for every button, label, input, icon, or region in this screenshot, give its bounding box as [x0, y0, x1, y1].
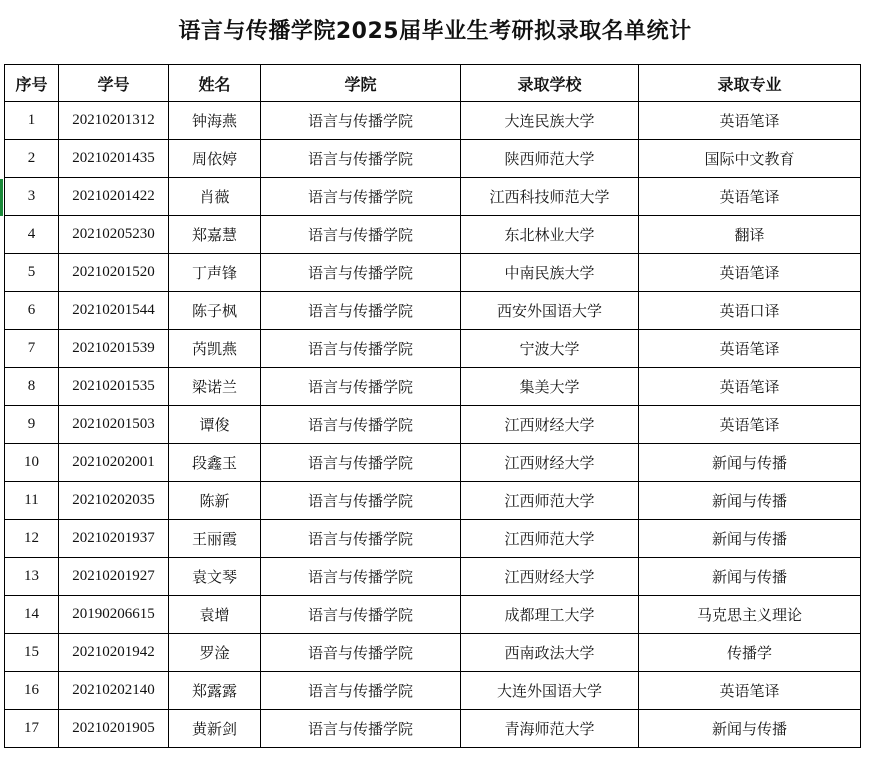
- cell-name[interactable]: 袁增: [169, 596, 261, 634]
- cell-admitting-school[interactable]: 大连外国语大学: [461, 672, 639, 710]
- cell-student-id[interactable]: 20210201927: [59, 558, 169, 596]
- cell-college[interactable]: 语言与传播学院: [261, 672, 461, 710]
- cell-admitting-school[interactable]: 陕西师范大学: [461, 140, 639, 178]
- table-row: [5, 710, 861, 748]
- cell-name[interactable]: 周依婷: [169, 140, 261, 178]
- cell-admitting-school[interactable]: 西安外国语大学: [461, 292, 639, 330]
- cell-student-id[interactable]: 20210201312: [59, 102, 169, 140]
- cell-admitted-major[interactable]: 英语口译: [639, 292, 861, 330]
- cell-name[interactable]: 郑露露: [169, 672, 261, 710]
- cell-name[interactable]: 丁声锋: [169, 254, 261, 292]
- table-row: [5, 672, 861, 710]
- cell-college[interactable]: 语音与传播学院: [261, 634, 461, 672]
- cell-index[interactable]: 12: [5, 520, 59, 558]
- cell-college[interactable]: 语言与传播学院: [261, 444, 461, 482]
- cell-student-id[interactable]: 20210201937: [59, 520, 169, 558]
- cell-index[interactable]: 8: [5, 368, 59, 406]
- cell-student-id[interactable]: 20210201905: [59, 710, 169, 748]
- cell-student-id[interactable]: 20210201942: [59, 634, 169, 672]
- cell-student-id[interactable]: 20210201539: [59, 330, 169, 368]
- cell-admitting-school[interactable]: 江西师范大学: [461, 520, 639, 558]
- cell-name[interactable]: 袁文琴: [169, 558, 261, 596]
- cell-admitting-school[interactable]: 江西科技师范大学: [461, 178, 639, 216]
- cell-admitted-major[interactable]: 新闻与传播: [639, 558, 861, 596]
- header-name[interactable]: 姓名: [169, 65, 261, 102]
- cell-index[interactable]: 14: [5, 596, 59, 634]
- cell-index[interactable]: 13: [5, 558, 59, 596]
- cell-name[interactable]: 郑嘉慧: [169, 216, 261, 254]
- cell-index[interactable]: 6: [5, 292, 59, 330]
- cell-college[interactable]: 语言与传播学院: [261, 368, 461, 406]
- cell-index[interactable]: 17: [5, 710, 59, 748]
- table-row: [5, 140, 861, 178]
- cell-admitting-school[interactable]: 江西财经大学: [461, 444, 639, 482]
- cell-name[interactable]: 肖薇: [169, 178, 261, 216]
- table-row: [5, 596, 861, 634]
- cell-name[interactable]: 段鑫玉: [169, 444, 261, 482]
- cell-admitting-school[interactable]: 中南民族大学: [461, 254, 639, 292]
- cell-index[interactable]: 10: [5, 444, 59, 482]
- cell-admitting-school[interactable]: 集美大学: [461, 368, 639, 406]
- header-index[interactable]: 序号: [5, 65, 59, 102]
- cell-admitting-school[interactable]: 东北林业大学: [461, 216, 639, 254]
- table-row: [5, 330, 861, 368]
- cell-student-id[interactable]: 20210201544: [59, 292, 169, 330]
- cell-admitting-school[interactable]: 成都理工大学: [461, 596, 639, 634]
- header-college[interactable]: 学院: [261, 65, 461, 102]
- cell-name[interactable]: 王丽霞: [169, 520, 261, 558]
- cell-index[interactable]: 9: [5, 406, 59, 444]
- cell-college[interactable]: 语言与传播学院: [261, 102, 461, 140]
- cell-student-id[interactable]: 20210201503: [59, 406, 169, 444]
- cell-admitted-major[interactable]: 英语笔译: [639, 102, 861, 140]
- cell-student-id[interactable]: 20190206615: [59, 596, 169, 634]
- cell-name[interactable]: 钟海燕: [169, 102, 261, 140]
- cell-index[interactable]: 7: [5, 330, 59, 368]
- cell-student-id[interactable]: 20210202035: [59, 482, 169, 520]
- cell-admitted-major[interactable]: 英语笔译: [639, 672, 861, 710]
- cell-index[interactable]: 4: [5, 216, 59, 254]
- cell-admitted-major[interactable]: 英语笔译: [639, 254, 861, 292]
- cell-college[interactable]: 语言与传播学院: [261, 330, 461, 368]
- cell-admitted-major[interactable]: 新闻与传播: [639, 710, 861, 748]
- cell-admitting-school[interactable]: 青海师范大学: [461, 710, 639, 748]
- cell-college[interactable]: 语言与传播学院: [261, 292, 461, 330]
- page-title: 语言与传播学院2025届毕业生考研拟录取名单统计: [178, 19, 692, 44]
- table-row: [5, 292, 861, 330]
- header-admitting-school[interactable]: 录取学校: [461, 65, 639, 102]
- admission-table: [4, 64, 861, 748]
- table-row: [5, 254, 861, 292]
- table-row: [5, 406, 861, 444]
- cell-admitted-major[interactable]: 翻译: [639, 216, 861, 254]
- cell-index[interactable]: 11: [5, 482, 59, 520]
- table-body: [5, 102, 861, 748]
- cell-name[interactable]: 陈子枫: [169, 292, 261, 330]
- cell-admitted-major[interactable]: 英语笔译: [639, 330, 861, 368]
- cell-college[interactable]: 语言与传播学院: [261, 710, 461, 748]
- cell-admitting-school[interactable]: 江西财经大学: [461, 406, 639, 444]
- cell-admitted-major[interactable]: 传播学: [639, 634, 861, 672]
- table-row: [5, 368, 861, 406]
- cell-college[interactable]: 语言与传播学院: [261, 216, 461, 254]
- cell-admitted-major[interactable]: 英语笔译: [639, 178, 861, 216]
- cell-student-id[interactable]: 20210202001: [59, 444, 169, 482]
- cell-index[interactable]: 16: [5, 672, 59, 710]
- cell-student-id[interactable]: 20210205230: [59, 216, 169, 254]
- table-row: [5, 102, 861, 140]
- cell-admitted-major[interactable]: 新闻与传播: [639, 520, 861, 558]
- cell-admitted-major[interactable]: 新闻与传播: [639, 444, 861, 482]
- cell-index[interactable]: 15: [5, 634, 59, 672]
- cell-college[interactable]: 语言与传播学院: [261, 178, 461, 216]
- cell-admitted-major[interactable]: 英语笔译: [639, 368, 861, 406]
- row-selection-marker: [0, 179, 3, 216]
- cell-name[interactable]: 黄新剑: [169, 710, 261, 748]
- cell-name[interactable]: 芮凯燕: [169, 330, 261, 368]
- cell-index[interactable]: 3: [5, 178, 59, 216]
- cell-admitting-school[interactable]: 西南政法大学: [461, 634, 639, 672]
- table-row: [5, 558, 861, 596]
- cell-name[interactable]: 罗淦: [169, 634, 261, 672]
- cell-student-id[interactable]: 20210201520: [59, 254, 169, 292]
- cell-college[interactable]: 语言与传播学院: [261, 596, 461, 634]
- cell-college[interactable]: 语言与传播学院: [261, 254, 461, 292]
- cell-admitting-school[interactable]: 江西财经大学: [461, 558, 639, 596]
- cell-admitting-school[interactable]: 江西师范大学: [461, 482, 639, 520]
- cell-admitting-school[interactable]: 宁波大学: [461, 330, 639, 368]
- header-student-id[interactable]: 学号: [59, 65, 169, 102]
- cell-index[interactable]: 2: [5, 140, 59, 178]
- cell-name[interactable]: 梁诺兰: [169, 368, 261, 406]
- cell-college[interactable]: 语言与传播学院: [261, 482, 461, 520]
- cell-college[interactable]: 语言与传播学院: [261, 140, 461, 178]
- cell-college[interactable]: 语言与传播学院: [261, 406, 461, 444]
- cell-index[interactable]: 1: [5, 102, 59, 140]
- table-row: [5, 634, 861, 672]
- cell-college[interactable]: 语言与传播学院: [261, 520, 461, 558]
- cell-name[interactable]: 陈新: [169, 482, 261, 520]
- cell-student-id[interactable]: 20210201422: [59, 178, 169, 216]
- cell-index[interactable]: 5: [5, 254, 59, 292]
- table-row: [5, 444, 861, 482]
- cell-name[interactable]: 谭俊: [169, 406, 261, 444]
- table-row: [5, 482, 861, 520]
- header-admitted-major[interactable]: 录取专业: [639, 65, 861, 102]
- cell-admitting-school[interactable]: 大连民族大学: [461, 102, 639, 140]
- cell-college[interactable]: 语言与传播学院: [261, 558, 461, 596]
- cell-admitted-major[interactable]: 新闻与传播: [639, 482, 861, 520]
- cell-admitted-major[interactable]: 国际中文教育: [639, 140, 861, 178]
- table-row: [5, 216, 861, 254]
- cell-admitted-major[interactable]: 英语笔译: [639, 406, 861, 444]
- cell-student-id[interactable]: 20210202140: [59, 672, 169, 710]
- cell-admitted-major[interactable]: 马克思主义理论: [639, 596, 861, 634]
- table-row: [5, 178, 861, 216]
- table-row: [5, 520, 861, 558]
- table-header-row: [5, 65, 861, 102]
- cell-student-id[interactable]: 20210201535: [59, 368, 169, 406]
- cell-student-id[interactable]: 20210201435: [59, 140, 169, 178]
